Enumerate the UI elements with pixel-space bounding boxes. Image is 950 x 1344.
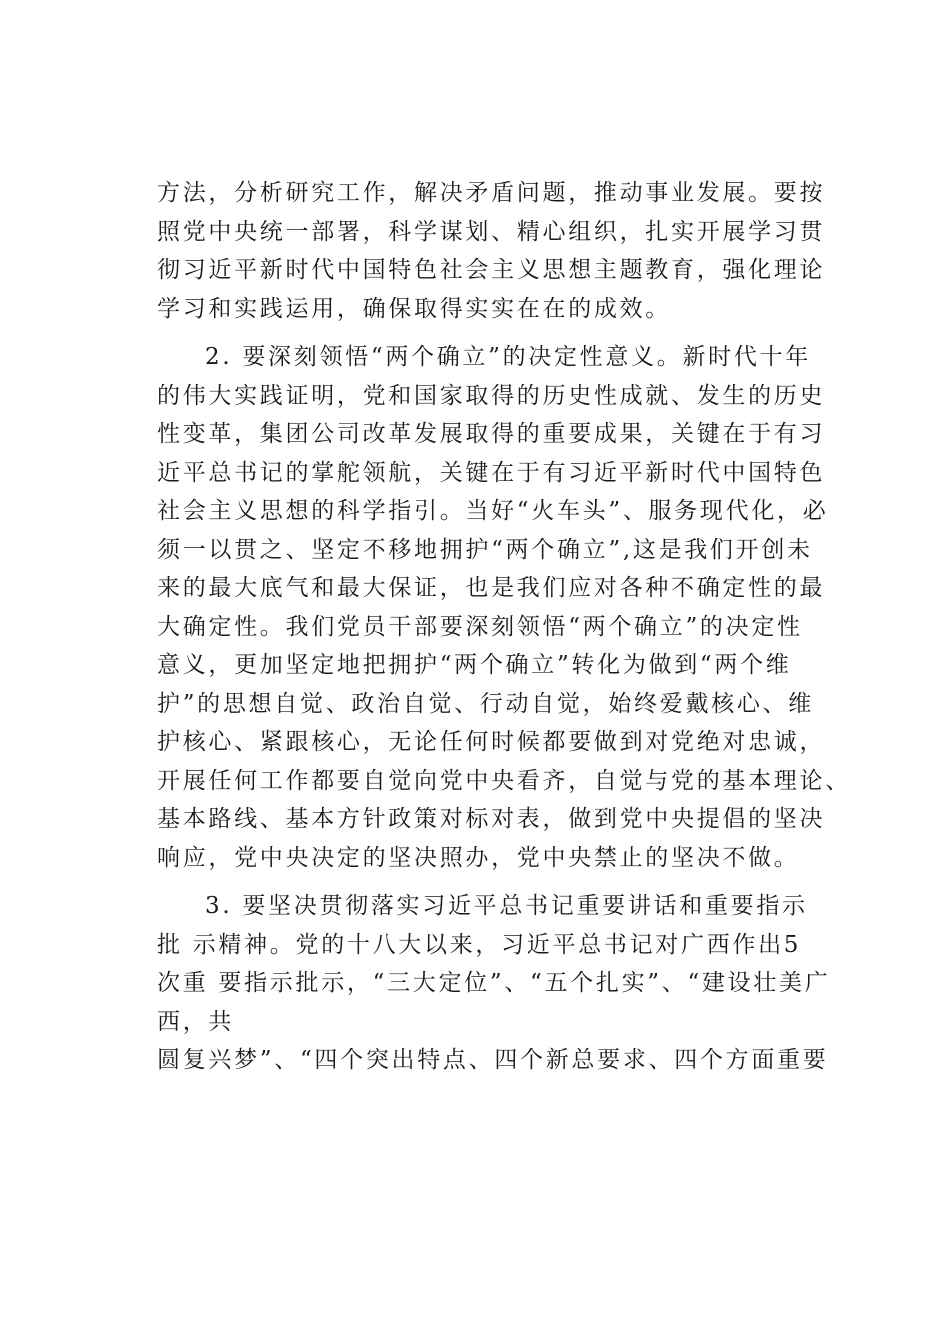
paragraph-line: 照党中央统一部署，科学谋划、精心组织，扎实开展学习贯 [157, 218, 826, 245]
paragraph-line: 西，共 [157, 1008, 235, 1035]
paragraph-line: 圆复兴梦”、“四个突出特点、四个新总要求、四个方面重要 [157, 1047, 829, 1073]
paragraph-line: 3. 要坚决贯彻落实习近平总书记重要讲话和重要指示 [205, 893, 808, 919]
paragraph-line: 大确定性。我们党员干部要深刻领悟“两个确立”的决定性 [157, 613, 803, 640]
paragraph-line: 意义，更加坚定地把拥护“两个确立”转化为做到“两个维 [157, 652, 792, 678]
document-body [157, 174, 851, 1080]
paragraph-line: 的伟大实践证明，党和国家取得的历史性成就、发生的历史 [157, 382, 826, 409]
paragraph-line: 次重 要指示批示，“三大定位”、“五个扎实”、“建设壮美广 [157, 970, 831, 996]
paragraph-2 [157, 338, 851, 877]
paragraph-line: 彻习近平新时代中国特色社会主义思想主题教育，强化理论 [157, 257, 826, 283]
paragraph-line: 响应，党中央决定的坚决照办，党中央禁止的坚决不做。 [157, 844, 800, 871]
paragraph-line: 开展任何工作都要自觉向党中央看齐，自觉与党的基本理论、 [157, 767, 851, 794]
paragraph-line: 方法，分析研究工作，解决矛盾问题，推动事业发展。要按 [157, 180, 826, 206]
paragraph-3 [157, 887, 831, 1080]
paragraph-line: 护核心、紧跟核心，无论任何时候都要做到对党绝对忠诚， [157, 729, 826, 755]
paragraph-line: 社会主义思想的科学指引。当好“火车头”、服务现代化，必 [157, 498, 829, 524]
paragraph-line: 护”的思想自觉、政治自觉、行动自觉，始终爱戴核心、维 [157, 690, 814, 717]
paragraph-line: 须一以贯之、坚定不移地拥护“两个确立”,这是我们开创未 [157, 536, 813, 563]
paragraph-line: 批 示精神。党的十八大以来，习近平总书记对广西作出5 [157, 931, 802, 958]
paragraph-line: 来的最大底气和最大保证，也是我们应对各种不确定性的最 [157, 575, 826, 601]
paragraph-line: 基本路线、基本方针政策对标对表，做到党中央提倡的坚决 [157, 806, 826, 832]
paragraph-line: 性变革，集团公司改革发展取得的重要成果，关键在于有习 [157, 421, 826, 447]
paragraph-spacer [157, 877, 827, 887]
paragraph-1 [157, 174, 827, 328]
paragraph-line: 学习和实践运用，确保取得实实在在的成效。 [157, 295, 671, 322]
paragraph-spacer [157, 328, 827, 338]
paragraph-line: 近平总书记的掌舵领航，关键在于有习近平新时代中国特色 [157, 459, 826, 486]
paragraph-line: 2. 要深刻领悟“两个确立”的决定性意义。新时代十年 [205, 344, 811, 370]
